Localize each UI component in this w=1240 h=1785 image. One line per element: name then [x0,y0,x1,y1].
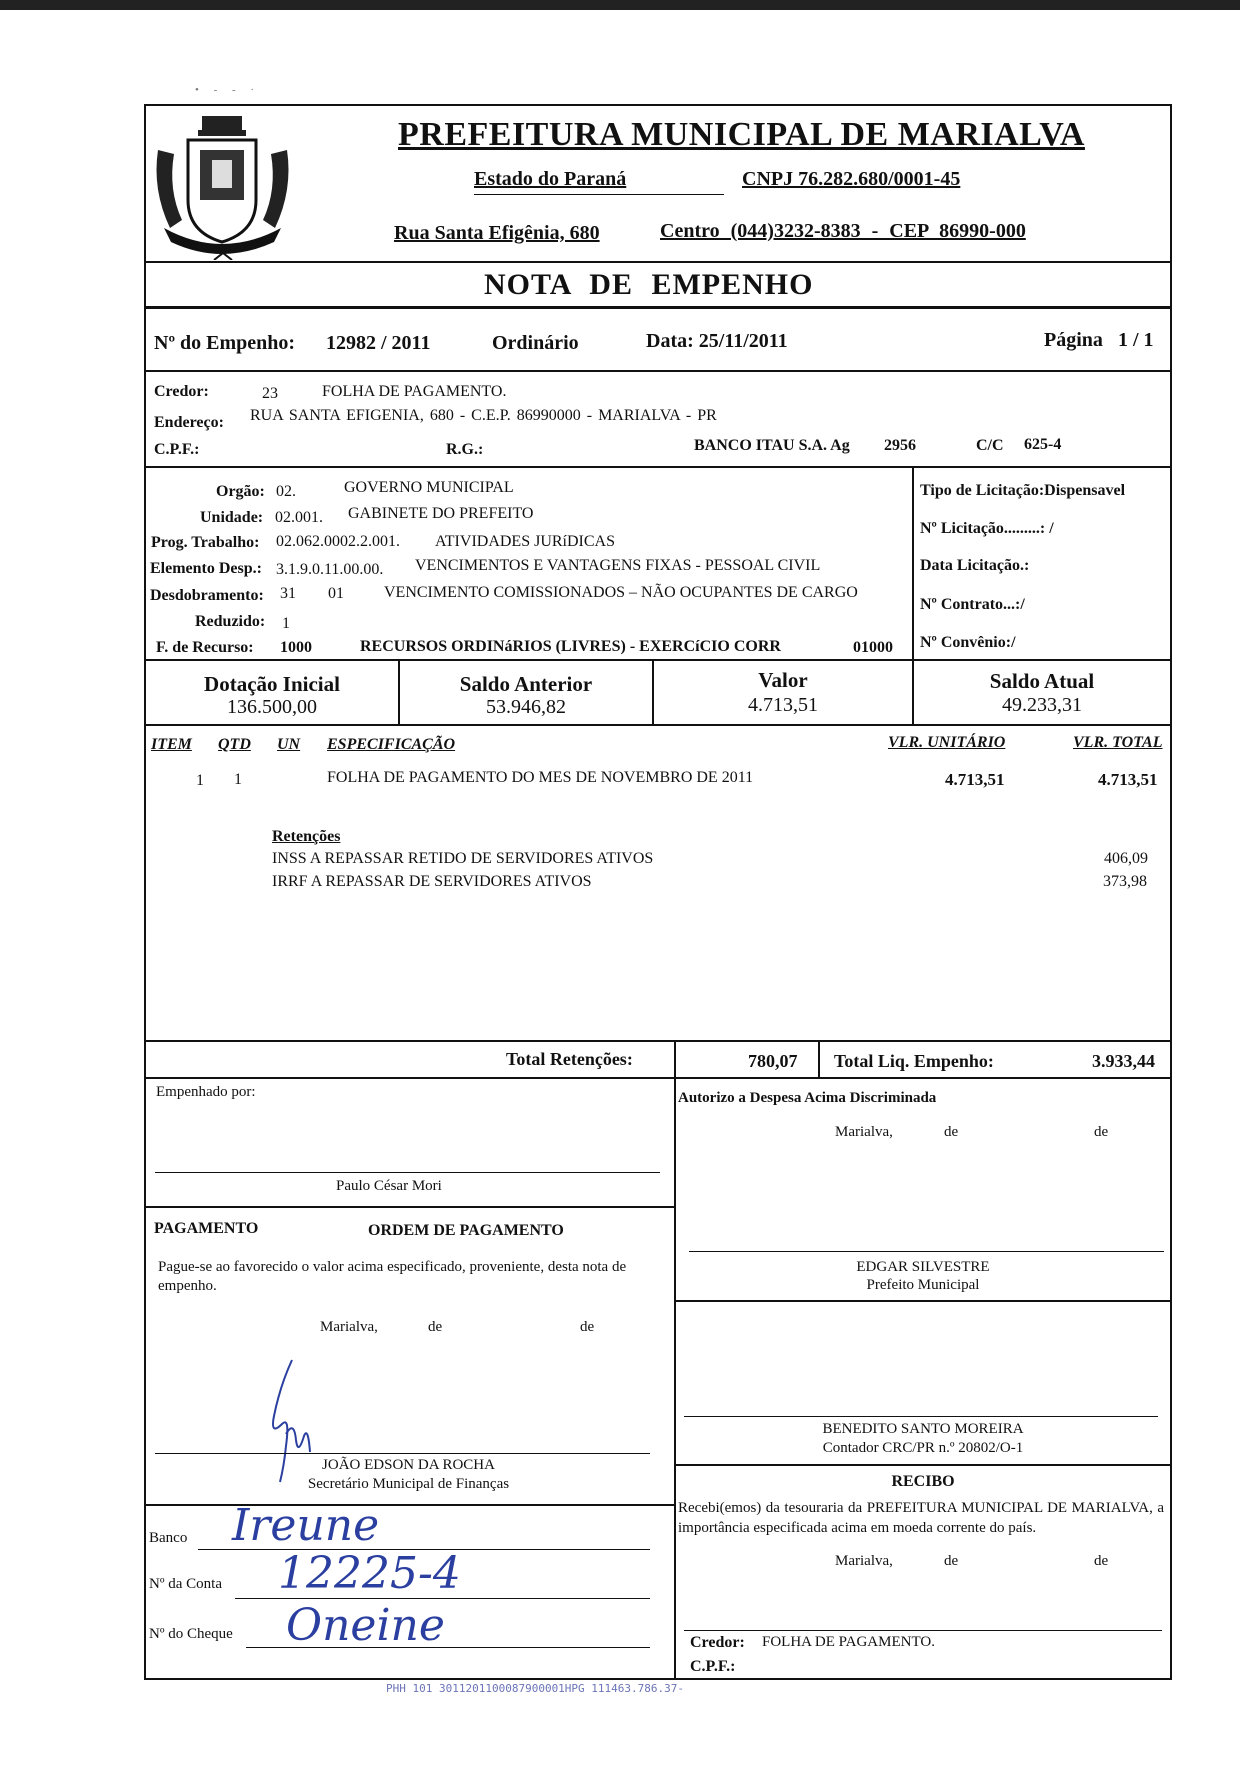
convenio-numero: Nº Convênio:/ [920,634,1016,651]
autorizo-label: Autorizo a Despesa Acima Discriminada [678,1090,937,1106]
date-de-3: de [944,1124,959,1140]
total-liquido-value: 3.933,44 [1092,1051,1155,1071]
signature-line [684,1416,1158,1417]
scan-top-edge [0,0,1240,10]
rule [144,724,1172,726]
rg-label: R.G.: [446,441,484,458]
retencoes-label: Retenções [272,828,341,845]
desdobramento-code: 31 [280,585,296,602]
prog-code: 02.062.0002.2.001. [276,533,400,550]
empenhado-nome: Paulo César Mori [336,1178,442,1194]
retencao-inss-value: 406,09 [1104,850,1148,867]
prog-name: ATIVIDADES JURíDICAS [435,533,616,550]
rule [144,1077,1172,1079]
prefeito-cargo: Prefeito Municipal [866,1277,980,1293]
orgao-code: 02. [276,483,296,500]
desdobramento-subcode: 01 [328,585,344,602]
valor-label: Valor [758,668,808,692]
endereco-value: RUA SANTA EFIGENIA, 680 - C.E.P. 86990000 - MARIALVA - PR [250,407,717,424]
item-valor-total: 4.713,51 [1098,770,1158,789]
rule [144,261,1172,263]
cheque-handwritten: Oneine [286,1600,445,1651]
banco-label: Banco [149,1530,188,1546]
coat-of-arms-icon [150,110,295,260]
unidade-code: 02.001. [275,509,323,526]
prefeito-nome: EDGAR SILVESTRE [856,1259,990,1275]
banco-handwritten: Ireune [232,1500,380,1551]
ordem-pagamento-label: ORDEM DE PAGAMENTO [368,1222,564,1239]
fonte-code: 1000 [280,639,312,656]
cpf-label: C.P.F.: [154,441,200,458]
elemento-name: VENCIMENTOS E VANTAGENS FIXAS - PESSOAL CIVIL [415,557,821,574]
dotacao-inicial-label: Dotação Inicial [204,672,340,696]
contador-cargo: Contador CRC/PR n.º 20802/O-1 [822,1440,1024,1456]
document-barcode-text: PHH 101 3011201100087900001HPG 111463.786.37- [386,1682,685,1695]
document-title: NOTA DE EMPENHO [484,268,814,301]
licitacao-numero: Nº Licitação.........: / [920,520,1054,537]
col-valor-total: VLR. TOTAL [1073,734,1163,751]
desdobramento-label: Desdobramento: [150,587,264,604]
page-label: Página [1044,329,1103,351]
empenho-number-label: Nº do Empenho: [154,332,296,354]
elemento-label: Elemento Desp.: [150,560,262,577]
item-number: 1 [196,772,204,789]
item-especificacao: FOLHA DE PAGAMENTO DO MES DE NOVEMBRO DE 2011 [327,769,754,786]
credor-name: FOLHA DE PAGAMENTO. [322,383,507,400]
col-item: ITEM [151,736,192,753]
pague-se-text: Pague-se ao favorecido o valor acima especificado, proveniente, desta nota de empenho. [158,1259,627,1294]
contrato-numero: Nº Contrato...:/ [920,596,1025,613]
recibo-credor-value: FOLHA DE PAGAMENTO. [762,1634,935,1650]
dotacao-inicial-value: 136.500,00 [227,696,317,718]
saldo-anterior-label: Saldo Anterior [459,672,593,696]
elemento-code: 3.1.9.0.11.00.00. [276,561,384,578]
saldo-anterior-value: 53.946,82 [486,696,566,718]
rule [474,194,724,195]
rule [144,1504,674,1506]
contador-nome: BENEDITO SANTO MOREIRA [822,1421,1024,1437]
total-liquido-label: Total Liq. Empenho: [834,1051,994,1071]
bank-agency: 2956 [884,437,916,454]
marialva-label-right: Marialva, [835,1124,893,1140]
fonte-label: F. de Recurso: [156,639,254,656]
empenho-date: Data: 25/11/2011 [646,330,788,352]
conta-handwritten: 12225-4 [278,1548,461,1599]
retencao-inss-desc: INSS A REPASSAR RETIDO DE SERVIDORES ATIVOS [272,850,654,867]
header-contact: Centro (044)3232-8383 - CEP 86990-000 [660,220,1026,242]
pagamento-label: PAGAMENTO [154,1220,259,1237]
cc-label: C/C [976,437,1004,454]
signature-line [155,1453,650,1454]
signature-line [684,1630,1162,1631]
orgao-label: Orgão: [216,483,265,500]
item-valor-unitario: 4.713,51 [945,770,1005,789]
col-especificacao: ESPECIFICAÇÃO [327,736,456,753]
rule [144,306,1172,309]
saldo-atual-label: Saldo Atual [989,669,1095,693]
retencao-irrf-desc: IRRF A REPASSAR DE SERVIDORES ATIVOS [272,873,592,890]
reduzido-label: Reduzido: [195,613,266,630]
empenho-type: Ordinário [492,332,579,354]
secretario-cargo: Secretário Municipal de Finanças [307,1476,510,1492]
col-un: UN [277,736,301,753]
fonte-number: 01000 [853,639,893,656]
retencao-irrf-value: 373,98 [1103,873,1147,890]
rule [674,1040,676,1680]
recibo-cpf-label: C.P.F.: [690,1658,736,1675]
date-de-5: de [944,1553,959,1569]
empenhado-por-label: Empenhado por: [156,1084,256,1100]
conta-label: Nº da Conta [149,1576,222,1592]
item-qtd: 1 [234,771,242,788]
date-de-6: de [1094,1553,1109,1569]
recibo-label: RECIBO [891,1473,955,1490]
col-valor-unitario: VLR. UNITÁRIO [888,734,1006,751]
valor-value: 4.713,51 [748,694,818,716]
rule [144,1040,1172,1042]
marialva-label-recibo: Marialva, [835,1553,893,1569]
rule [818,1040,820,1077]
credor-code: 23 [262,385,278,402]
cc-value: 625-4 [1024,436,1062,453]
desdobramento-name: VENCIMENTO COMISSIONADOS – NÃO OCUPANTES DE CARGO [384,584,858,601]
rule [144,466,1172,468]
recibo-credor-label: Credor: [690,1634,745,1651]
header-title: PREFEITURA MUNICIPAL DE MARIALVA [398,116,1085,153]
rule [674,1464,1172,1466]
date-de-4: de [1094,1124,1109,1140]
date-de-2: de [580,1319,595,1335]
header-cnpj: CNPJ 76.282.680/0001-45 [742,168,961,190]
recibo-text: Recebi(emos) da tesouraria da PREFEITURA MUNICIPAL DE MARIALVA, a importância especificada acima em moeda corrente do país. [678,1500,1164,1536]
credor-label: Credor: [154,383,209,400]
prog-label: Prog. Trabalho: [151,534,260,551]
endereco-label: Endereço: [154,414,224,431]
page-number: 1 / 1 [1118,329,1154,351]
licitacao-data: Data Licitação.: [920,557,1030,574]
header-state: Estado do Paraná [474,168,627,190]
orgao-name: GOVERNO MUNICIPAL [344,479,514,496]
cheque-label: Nº do Cheque [149,1626,233,1642]
licitacao-tipo: Tipo de Licitação:Dispensavel [920,482,1126,499]
signature-line [689,1251,1164,1252]
rule [144,659,1172,661]
unidade-name: GABINETE DO PREFEITO [348,505,534,522]
signature-line [155,1172,660,1173]
saldo-atual-value: 49.233,31 [1002,694,1082,716]
rule [912,466,914,659]
total-retencoes-value: 780,07 [748,1051,798,1071]
marialva-label: Marialva, [320,1319,378,1335]
rule [144,1206,674,1208]
bank-name: BANCO ITAU S.A. Ag [694,437,850,454]
unidade-label: Unidade: [200,509,264,526]
col-qtd: QTD [218,736,251,753]
rule [674,1300,1172,1302]
empenho-number: 12982 / 2011 [326,332,431,354]
fonte-name: RECURSOS ORDINáRIOS (LIVRES) - EXERCíCIO CORR [360,638,781,655]
scan-mark: • - - · [195,84,261,96]
date-de-1: de [428,1319,443,1335]
secretario-nome: JOÃO EDSON DA ROCHA [322,1457,495,1473]
reduzido-value: 1 [282,615,290,632]
total-retencoes-label: Total Retenções: [506,1049,633,1069]
rule [144,370,1172,372]
header-address: Rua Santa Efigênia, 680 [394,222,600,244]
